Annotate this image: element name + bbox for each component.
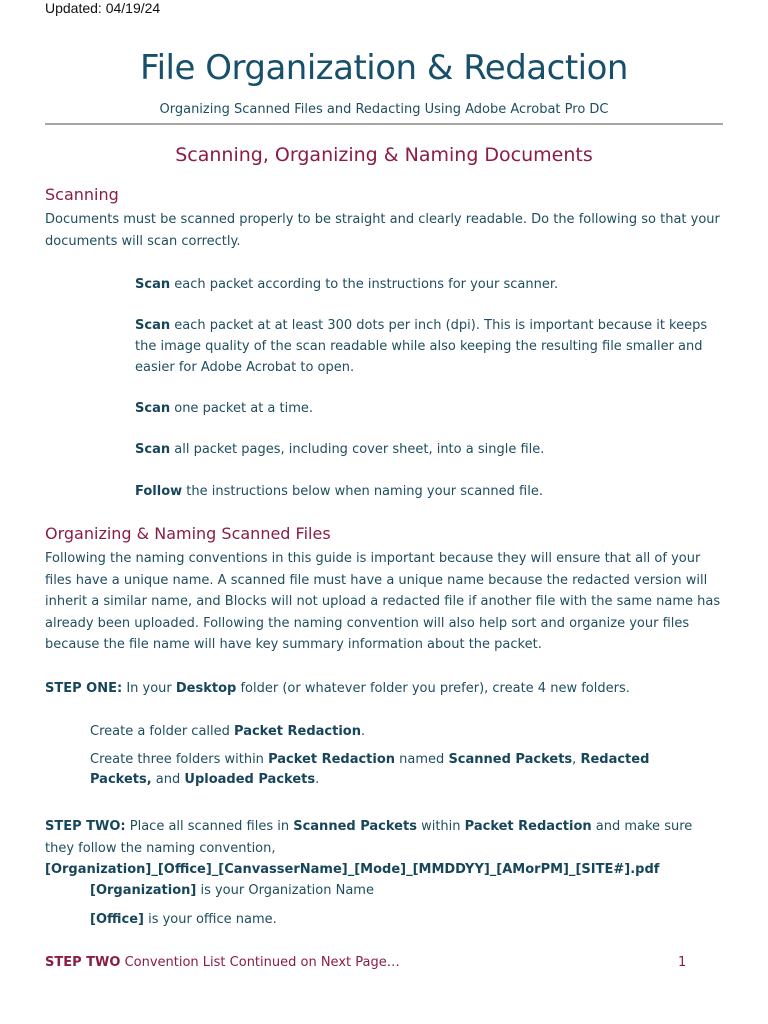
folder-name: Packet Redaction xyxy=(464,819,592,834)
instruction-lead: Scan xyxy=(135,442,171,457)
step-one xyxy=(45,678,725,700)
convention-desc: is your office name. xyxy=(143,912,277,927)
substep-text: . xyxy=(361,724,366,739)
step-one-substep-1 xyxy=(90,722,710,742)
instruction-text: the instructions below when naming your scanned file. xyxy=(182,484,543,499)
folder-name: Packet Redaction xyxy=(268,752,396,767)
organizing-heading: Organizing & Naming Scanned Files xyxy=(45,524,331,543)
scan-instruction-5 xyxy=(135,481,715,502)
convention-term: [Organization] xyxy=(90,883,197,898)
scanning-intro: Documents must be scanned properly to be straight and clearly readable. Do the following so that your documents will scan correctly. xyxy=(45,212,720,249)
section-title: Scanning, Organizing & Naming Documents xyxy=(175,144,593,166)
footer-text: Convention List Continued on Next Page… xyxy=(120,955,400,970)
step-two-label: STEP TWO: xyxy=(45,819,126,834)
title-divider xyxy=(45,123,723,125)
instruction-text: one packet at a time. xyxy=(170,401,314,416)
page-number: 1 xyxy=(678,955,687,970)
instruction-lead: Follow xyxy=(135,484,183,499)
step-one-substep-2 xyxy=(90,750,710,790)
step-text: Place all scanned files in xyxy=(125,819,294,834)
footer-bold: STEP TWO xyxy=(45,955,121,970)
step-text: In your xyxy=(122,681,176,696)
step-text: and make sure they follow the naming convention, xyxy=(45,819,693,856)
convention-organization xyxy=(90,881,710,901)
folder-name: Uploaded Packets xyxy=(184,772,316,787)
scan-instruction-1 xyxy=(135,274,715,295)
substep-text: named xyxy=(395,752,449,767)
step-text: folder (or whatever folder you prefer), create 4 new folders. xyxy=(236,681,630,696)
folder-name: Scanned Packets xyxy=(448,752,573,767)
step-text: within xyxy=(416,819,465,834)
convention-term: [Office] xyxy=(90,912,144,927)
substep-text: , xyxy=(572,752,581,767)
scan-instruction-2 xyxy=(135,315,715,378)
scan-instruction-3 xyxy=(135,398,715,419)
substep-text: Create three folders within xyxy=(90,752,269,767)
page-subtitle: Organizing Scanned Files and Redacting Using Adobe Acrobat Pro DC xyxy=(159,102,609,117)
instruction-text: each packet at at least 300 dots per inch (dpi). This is important because it keeps the image quality of the scan readable while also keeping the resulting file smaller and easier for Adobe Acrobat to open. xyxy=(135,318,708,375)
instruction-lead: Scan xyxy=(135,401,171,416)
folder-name: Packet Redaction xyxy=(234,724,361,739)
substep-text: and xyxy=(151,772,185,787)
step-two xyxy=(45,816,725,881)
page-title: File Organization & Redaction xyxy=(140,48,628,88)
folder-name: Scanned Packets xyxy=(293,819,417,834)
folder-name: Desktop xyxy=(175,681,237,696)
substep-text: Create a folder called xyxy=(90,724,235,739)
instruction-text: each packet according to the instructions for your scanner. xyxy=(170,277,559,292)
step-one-label: STEP ONE: xyxy=(45,681,123,696)
organizing-intro: Following the naming conventions in this guide is important because they will ensure that all of your files have a unique name. A scanned file must have a unique name because the redacted version will inherit a similar name, and Blocks will not upload a redacted file if another file with the same name has already been uploaded. Following the naming convention will also help sort and organize your files because the file name will have key summary information about the packet. xyxy=(45,551,721,653)
naming-convention: [Organization]_[Office]_[CanvasserName]_[Mode]_[MMDDYY]_[AMorPM]_[SITE#].pdf xyxy=(45,862,660,878)
instruction-text: all packet pages, including cover sheet, into a single file. xyxy=(170,442,545,457)
scanning-heading: Scanning xyxy=(45,185,119,204)
footer-note xyxy=(45,955,400,970)
scan-instruction-4 xyxy=(135,439,715,460)
substep-text: . xyxy=(315,772,320,787)
folder-name: Redacted Packets, xyxy=(90,752,650,787)
convention-desc: is your Organization Name xyxy=(196,883,374,898)
convention-office xyxy=(90,910,710,930)
updated-date: Updated: 04/19/24 xyxy=(45,0,161,16)
instruction-lead: Scan xyxy=(135,318,171,333)
instruction-lead: Scan xyxy=(135,277,171,292)
